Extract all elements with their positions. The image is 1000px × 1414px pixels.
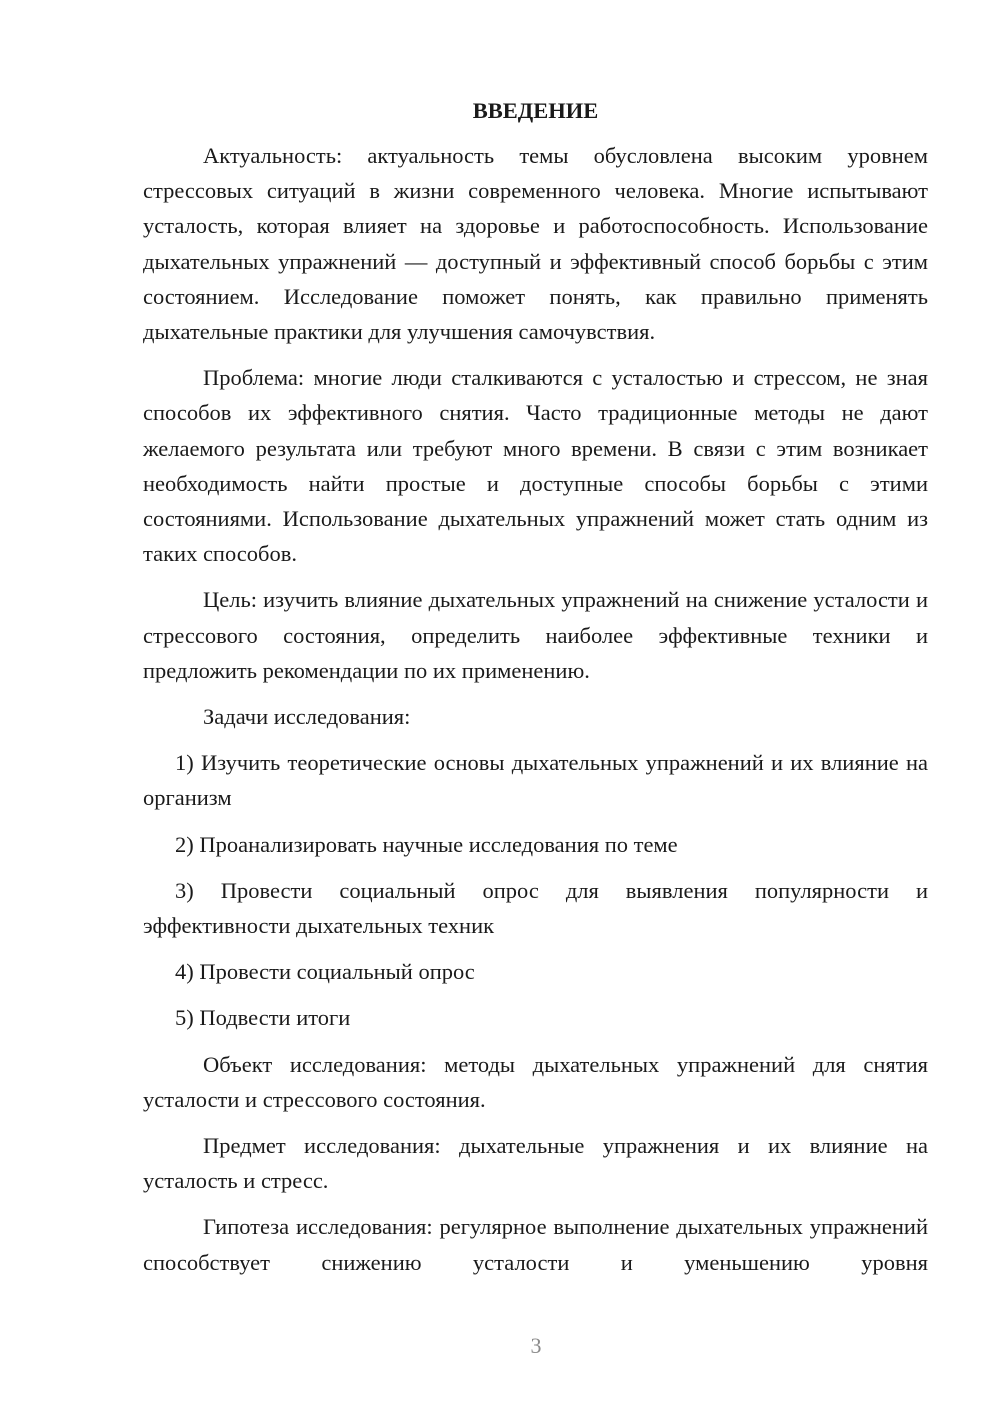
section-heading: ВВЕДЕНИЕ — [472, 98, 599, 123]
task-item-5: 5) Подвести итоги — [175, 1005, 351, 1031]
subject-paragraph: Предмет исследования: дыхательные упражнения и их влияние на усталость и стресс. — [143, 1133, 928, 1194]
goal-paragraph: Цель: изучить влияние дыхательных упражнений на снижение усталости и стрессового состояния, определить наиболее эффективные техники и предложить рекомендации по их применению. — [143, 587, 928, 683]
relevance-paragraph: Актуальность: актуальность темы обусловлена высоким уровнем стрессовых ситуаций в жизни современного человека. Многие испытывают усталость, которая влияет на здоровье и работоспособность. Использование дыхательных упражнений — доступный и эффективный способ борьбы с этим состоянием. Исследование поможет понять, как правильно применять дыхательные практики для улучшения самочувствия. — [143, 143, 928, 345]
object-paragraph: Объект исследования: методы дыхательных упражнений для снятия усталости и стрессового состояния. — [143, 1051, 928, 1112]
problem-paragraph: Проблема: многие люди сталкиваются с усталостью и стрессом, не зная способов их эффективного снятия. Часто традиционные методы не дают желаемого результата или требуют много времени. В связи с этим возникает необходимость найти простые и доступные способы борьбы с этими состояниями. Использование дыхательных упражнений может стать одним из таких способов. — [143, 365, 928, 567]
task-item-4: 4) Провести социальный опрос — [175, 959, 475, 985]
task-item-3: 3) Провести социальный опрос для выявления популярности и эффективности дыхательных техник — [143, 877, 928, 939]
task-item-1: 1) Изучить теоретические основы дыхательных упражнений и их влияние на организм — [143, 750, 928, 811]
hypothesis-paragraph: Гипотеза исследования: регулярное выполнение дыхательных упражнений способствует снижению усталости и уменьшению уровня — [143, 1214, 928, 1275]
page-number: 3 — [530, 1333, 542, 1358]
tasks-title: Задачи исследования: — [203, 704, 411, 730]
page-content — [143, 95, 928, 1291]
task-item-2: 2) Проанализировать научные исследования по теме — [175, 831, 678, 857]
